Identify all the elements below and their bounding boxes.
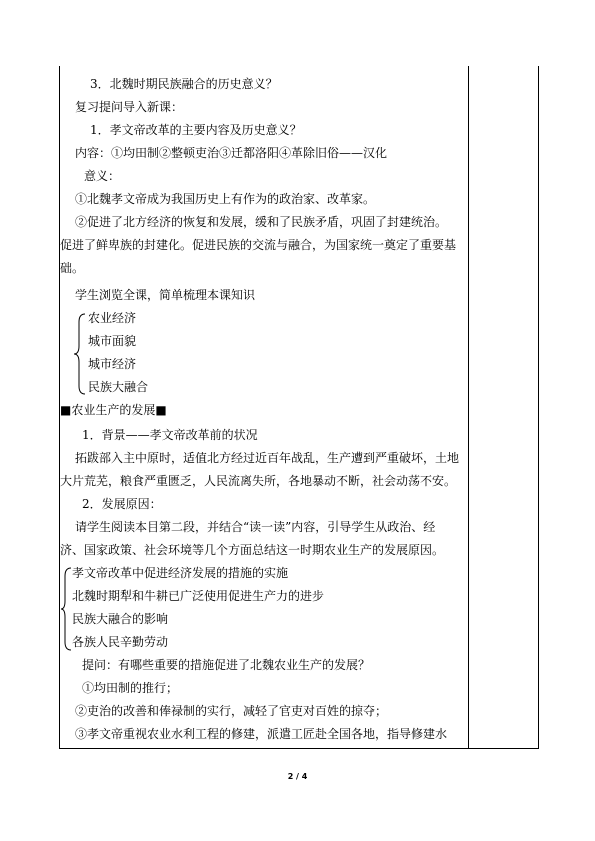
causes-text-2: 济、国家政策、社会环境等几个方面总结这一时期农业生产的发展原因。 <box>60 543 445 557</box>
brace-2-item-labor: 各族人民辛勤劳动 <box>72 635 169 649</box>
background-text-2: 大片荒芜，粮食严重匮乏，人民流离失所，各地暴动不断，社会动荡不安。 <box>60 474 457 488</box>
section-heading: ■农业生产的发展■ <box>60 403 167 417</box>
main-cell <box>60 66 468 748</box>
brace-1-item-city-look: 城市面貌 <box>88 334 137 348</box>
background-text-1: 拓跋部入主中原时，适值北方经过近百年战乱，生产遭到严重破坏，土地 <box>75 451 460 465</box>
significance-2-cont: 促进了鲜卑族的封建化。促进民族的交流与融合，为国家统一奠定了重要基 <box>60 238 457 252</box>
question-1: 1．孝文帝改革的主要内容及历史意义？ <box>90 123 302 137</box>
significance-2-end: 础。 <box>60 261 85 275</box>
brace-2-item-measures: 孝文帝改革中促进经济发展的措施的实施 <box>72 566 289 580</box>
brace-1 <box>73 312 87 396</box>
measure-2: ②吏治的改善和俸禄制的实行，减轻了官吏对百姓的掠夺； <box>75 704 388 718</box>
brace-1-item-city-econ: 城市经济 <box>88 357 137 371</box>
brace-2 <box>60 566 72 652</box>
review-intro: 复习提问导入新课： <box>75 100 184 114</box>
brace-1-item-agriculture: 农业经济 <box>88 311 137 325</box>
brace-2-item-plough: 北魏时期犁和牛耕已广泛使用促进生产力的进步 <box>72 589 325 603</box>
student-browse: 学生浏览全课，简单梳理本课知识 <box>75 288 256 302</box>
causes-text-1: 请学生阅读本目第二段，并结合“读一读”内容，引导学生从政治、经 <box>75 520 436 534</box>
table-frame <box>59 66 539 749</box>
significance-2: ②促进了北方经济的恢复和发展，缓和了民族矛盾，巩固了封建统治。 <box>75 215 448 229</box>
brace-1-item-ethnic: 民族大融合 <box>88 380 149 394</box>
measure-3: ③孝文帝重视农业水利工程的修建，派遣工匠赴全国各地，指导修建水 <box>75 727 448 741</box>
significance-1: ①北魏孝文帝成为我国历史上有作为的政治家、改革家。 <box>75 192 376 206</box>
background-title: 1．背景——孝文帝改革前的状况 <box>82 428 258 442</box>
brace-2-item-ethnic: 民族大融合的影响 <box>72 612 169 626</box>
column-divider <box>468 66 469 748</box>
causes-title: 2．发展原因： <box>82 497 162 511</box>
measure-1: ①均田制的推行； <box>82 681 179 695</box>
question-measures: 提问：有哪些重要的措施促进了北魏农业生产的发展？ <box>82 658 371 672</box>
significance-label: 意义： <box>84 169 121 183</box>
question-3: 3．北魏时期民族融合的历史意义？ <box>90 77 278 91</box>
reform-content: 内容：①均田制②整顿吏治③迁都洛阳④革除旧俗——汉化 <box>75 146 388 160</box>
page-number: 2 / 4 <box>287 772 308 781</box>
